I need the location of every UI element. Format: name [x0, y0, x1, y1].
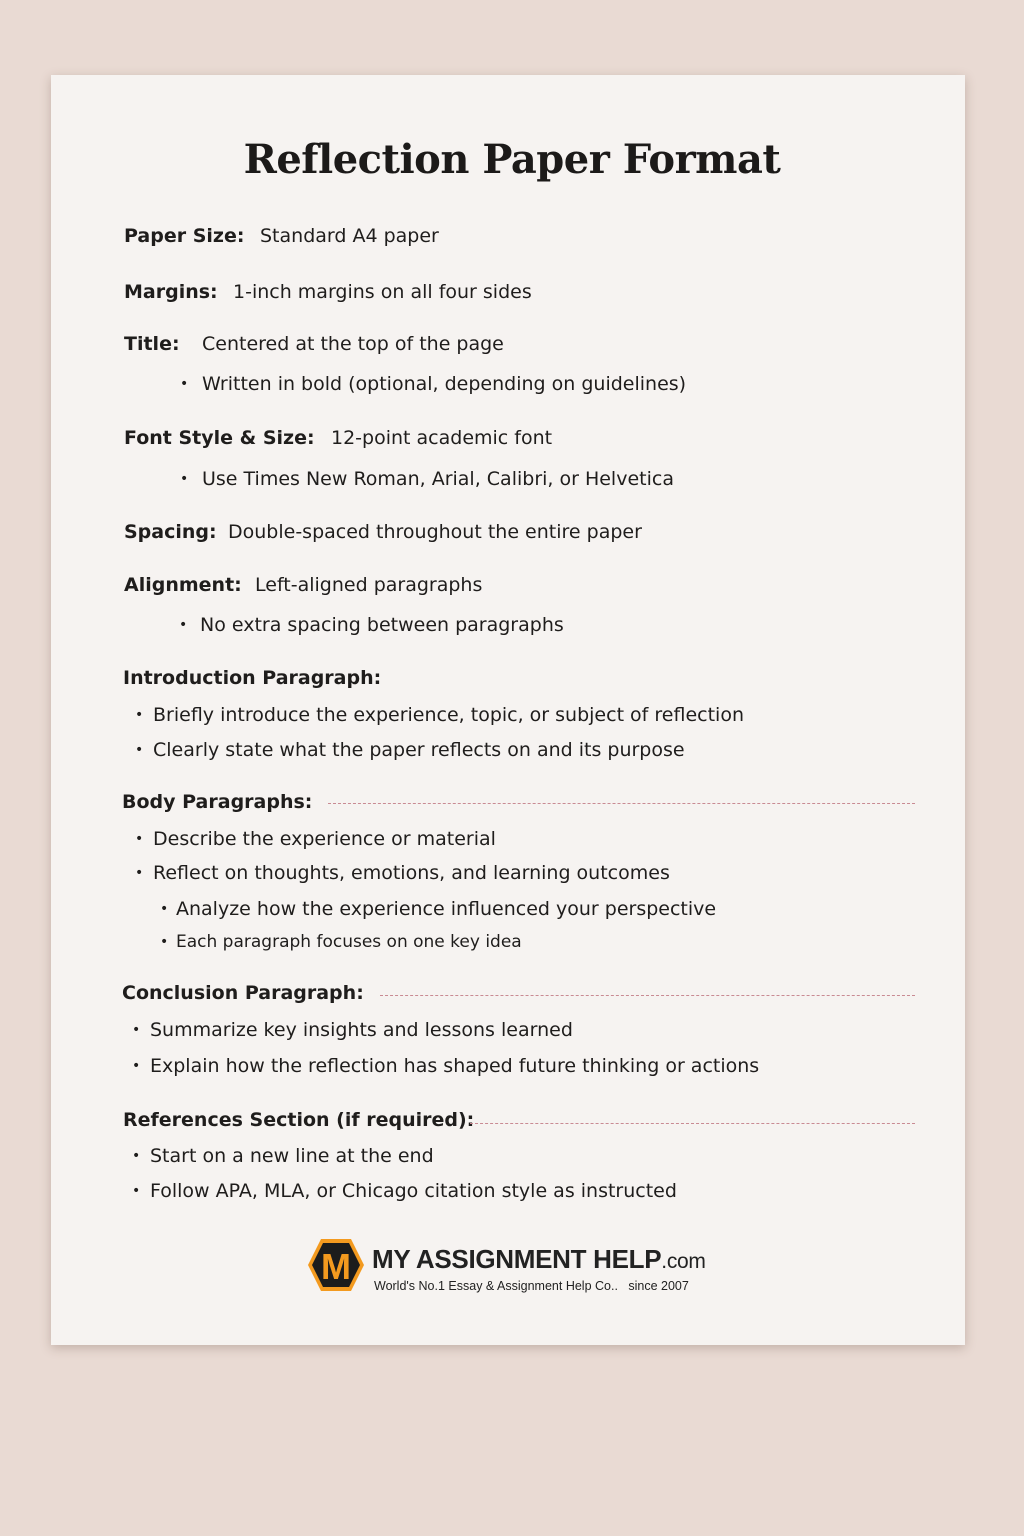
bullet-icon: •	[160, 934, 169, 950]
label: Paper Size:	[124, 225, 245, 247]
label: Font Style & Size:	[124, 427, 315, 449]
bullet-text: Briefly introduce the experience, topic, or subject of reflection	[153, 704, 744, 726]
section-heading-introduction: Introduction Paragraph:	[123, 667, 382, 689]
value: Double-spaced throughout the entire paper	[228, 521, 642, 543]
bullet-icon: •	[135, 831, 144, 847]
label: Margins:	[124, 281, 218, 303]
bullet-icon: •	[179, 617, 188, 633]
label: Alignment:	[124, 574, 242, 596]
section-heading-body: Body Paragraphs:	[122, 791, 313, 813]
label: Title:	[124, 333, 180, 355]
item-spacing	[124, 520, 642, 544]
dashed-divider	[380, 995, 915, 996]
dashed-divider	[328, 803, 915, 804]
bullet-icon: •	[132, 1183, 141, 1199]
bullet-text: Describe the experience or material	[153, 828, 496, 850]
item-font	[124, 426, 553, 450]
brand-suffix: .com	[661, 1250, 706, 1273]
value: Left-aligned paragraphs	[255, 574, 483, 596]
section-heading-conclusion: Conclusion Paragraph:	[122, 982, 364, 1004]
section-heading-references: References Section (if required):	[123, 1109, 475, 1131]
logo-hexagon-icon	[306, 1237, 366, 1293]
bullet-text: Explain how the reflection has shaped future thinking or actions	[150, 1055, 760, 1077]
dashed-divider	[470, 1123, 915, 1124]
value: 1-inch margins on all four sides	[233, 281, 532, 303]
bullet-icon: •	[132, 1058, 141, 1074]
bullet-icon: •	[135, 865, 144, 881]
bullet-text: Start on a new line at the end	[150, 1145, 434, 1167]
value: Centered at the top of the page	[202, 333, 504, 355]
item-alignment	[124, 573, 483, 597]
page-title: Reflection Paper Format	[243, 136, 781, 183]
bullet-icon: •	[132, 1022, 141, 1038]
item-margins	[124, 280, 532, 304]
sub-bullet-text: Analyze how the experience influenced your perspective	[176, 898, 717, 920]
brand-name	[372, 1244, 706, 1275]
bullet-text: Use Times New Roman, Arial, Calibri, or Helvetica	[202, 468, 674, 490]
item-title	[124, 332, 504, 356]
bullet-text: Follow APA, MLA, or Chicago citation style as instructed	[150, 1180, 677, 1202]
value: 12-point academic font	[331, 427, 553, 449]
bullet-icon: •	[135, 707, 144, 723]
value: Standard A4 paper	[260, 225, 439, 247]
bullet-icon: •	[180, 376, 189, 392]
bullet-text: Clearly state what the paper reflects on and its purpose	[153, 739, 685, 761]
item-paper-size	[124, 224, 439, 248]
bullet-text: No extra spacing between paragraphs	[200, 614, 564, 636]
bullet-text: Summarize key insights and lessons learned	[150, 1019, 573, 1041]
bullet-text: Reflect on thoughts, emotions, and learning outcomes	[153, 862, 670, 884]
brand-title: MY ASSIGNMENT HELP	[372, 1244, 662, 1274]
bullet-icon: •	[180, 471, 189, 487]
bullet-icon: •	[160, 901, 169, 917]
bullet-icon: •	[135, 742, 144, 758]
brand-tagline: World's No.1 Essay & Assignment Help Co.. since 2007	[374, 1279, 689, 1293]
bullet-icon: •	[132, 1148, 141, 1164]
label: Spacing:	[124, 521, 217, 543]
bullet-text: Written in bold (optional, depending on guidelines)	[202, 373, 687, 395]
logo-letter: M	[321, 1246, 351, 1287]
sub-bullet-text: Each paragraph focuses on one key idea	[176, 932, 522, 952]
